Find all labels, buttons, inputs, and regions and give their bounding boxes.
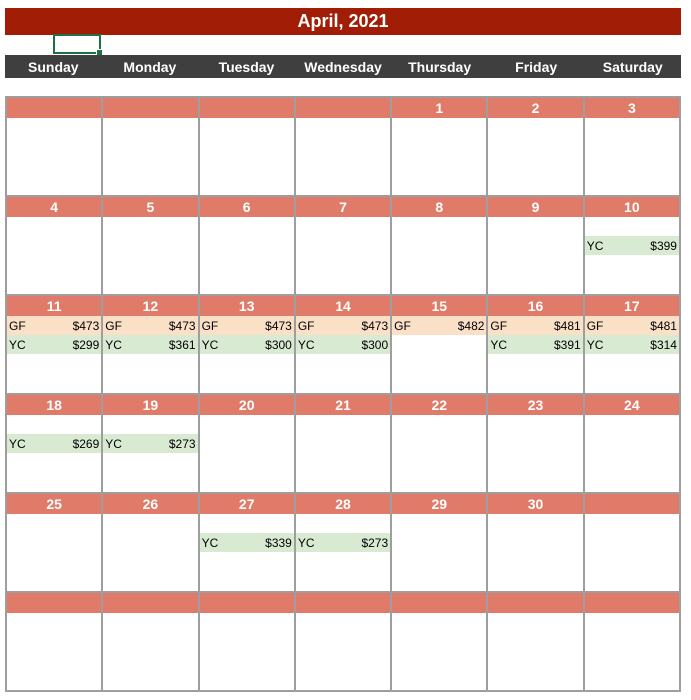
- event-label: GF: [297, 318, 315, 333]
- yc-price-row[interactable]: [103, 434, 197, 453]
- day-cell[interactable]: [103, 395, 199, 494]
- gf-price-row[interactable]: [488, 316, 582, 335]
- day-cell[interactable]: [7, 593, 103, 692]
- day-cell[interactable]: [296, 395, 392, 494]
- event-label: GF: [105, 318, 122, 333]
- gf-price-row[interactable]: [7, 316, 101, 335]
- event-label: YC: [297, 337, 315, 352]
- day-number[interactable]: 5: [103, 197, 197, 217]
- event-label: GF: [201, 318, 219, 333]
- yc-price-row[interactable]: [103, 335, 197, 354]
- yc-price-row[interactable]: [200, 533, 294, 552]
- day-number[interactable]: 4: [7, 197, 101, 217]
- event-price: $473: [361, 318, 389, 333]
- weekday-saturday[interactable]: Saturday: [602, 58, 663, 75]
- weekday-header: [5, 55, 681, 78]
- event-label: YC: [201, 337, 219, 352]
- day-number[interactable]: [585, 494, 679, 514]
- day-number[interactable]: 2: [488, 98, 582, 118]
- event-price: $339: [265, 535, 292, 550]
- day-cell[interactable]: [296, 98, 392, 197]
- day-cell[interactable]: [296, 296, 392, 395]
- event-price: $473: [265, 318, 292, 333]
- day-cell[interactable]: [7, 494, 103, 593]
- yc-price-row[interactable]: [7, 434, 101, 453]
- event-price: $482: [457, 318, 485, 333]
- yc-price-row[interactable]: [296, 335, 390, 354]
- yc-price-row[interactable]: [7, 335, 101, 354]
- weekday-friday[interactable]: Friday: [515, 58, 558, 75]
- event-price: $273: [168, 436, 196, 451]
- day-cell[interactable]: [103, 197, 199, 296]
- day-cell[interactable]: [488, 296, 584, 395]
- day-cell[interactable]: [103, 296, 199, 395]
- day-number[interactable]: 21: [296, 395, 390, 415]
- day-number[interactable]: 1: [392, 98, 486, 118]
- day-number[interactable]: [103, 593, 197, 613]
- day-cell[interactable]: [392, 296, 488, 395]
- day-cell[interactable]: [296, 197, 392, 296]
- day-cell[interactable]: [488, 395, 584, 494]
- day-cell[interactable]: [392, 494, 488, 593]
- gf-price-row[interactable]: [392, 316, 486, 335]
- event-price: $391: [554, 337, 581, 352]
- day-number[interactable]: 7: [296, 197, 390, 217]
- day-number[interactable]: 9: [488, 197, 582, 217]
- event-label: YC: [105, 337, 122, 352]
- event-label: GF: [9, 318, 26, 333]
- event-price: $361: [168, 337, 196, 352]
- gf-price-row[interactable]: [585, 316, 679, 335]
- day-cell[interactable]: [200, 395, 296, 494]
- day-number[interactable]: [103, 98, 197, 118]
- day-number[interactable]: [488, 593, 582, 613]
- event-price: $481: [554, 318, 581, 333]
- event-price: $300: [361, 337, 389, 352]
- weekday-sunday[interactable]: Sunday: [28, 58, 79, 75]
- weekday-thursday[interactable]: Thursday: [408, 58, 472, 75]
- day-number[interactable]: 20: [200, 395, 294, 415]
- day-number[interactable]: 14: [296, 296, 390, 316]
- day-cell[interactable]: [585, 98, 681, 197]
- event-price: $481: [650, 318, 677, 333]
- yc-price-row[interactable]: [585, 335, 679, 354]
- day-cell[interactable]: [200, 494, 296, 593]
- yc-price-row[interactable]: [200, 335, 294, 354]
- event-price: $300: [265, 337, 292, 352]
- day-cell[interactable]: [200, 593, 296, 692]
- day-number[interactable]: 11: [7, 296, 101, 316]
- gf-price-row[interactable]: [296, 316, 390, 335]
- event-price: $473: [72, 318, 100, 333]
- day-cell[interactable]: [488, 593, 584, 692]
- day-cell[interactable]: [103, 494, 199, 593]
- yc-price-row[interactable]: [488, 335, 582, 354]
- day-number[interactable]: 15: [392, 296, 486, 316]
- day-number[interactable]: 3: [585, 98, 679, 118]
- day-cell[interactable]: [488, 197, 584, 296]
- event-price: $473: [168, 318, 196, 333]
- day-number[interactable]: [296, 98, 390, 118]
- day-number[interactable]: 28: [296, 494, 390, 514]
- day-cell[interactable]: [585, 197, 681, 296]
- day-cell[interactable]: [392, 395, 488, 494]
- day-number[interactable]: 27: [200, 494, 294, 514]
- day-number[interactable]: 6: [200, 197, 294, 217]
- day-cell[interactable]: [585, 395, 681, 494]
- day-number[interactable]: 17: [585, 296, 679, 316]
- day-cell[interactable]: [7, 296, 103, 395]
- calendar-grid: [5, 96, 681, 692]
- event-label: YC: [297, 535, 315, 550]
- event-price: $269: [72, 436, 100, 451]
- day-number[interactable]: 26: [103, 494, 197, 514]
- day-number[interactable]: 30: [488, 494, 582, 514]
- day-cell[interactable]: [7, 98, 103, 197]
- day-cell[interactable]: [585, 296, 681, 395]
- yc-price-row[interactable]: [296, 533, 390, 552]
- day-cell[interactable]: [392, 197, 488, 296]
- calendar-title[interactable]: April, 2021: [5, 8, 681, 35]
- empty-event-row[interactable]: [296, 514, 390, 533]
- event-label: YC: [105, 436, 122, 451]
- day-number[interactable]: [7, 593, 101, 613]
- day-number[interactable]: 25: [7, 494, 101, 514]
- day-number[interactable]: 10: [585, 197, 679, 217]
- event-label: YC: [9, 436, 26, 451]
- day-number[interactable]: [585, 593, 679, 613]
- day-cell[interactable]: [7, 197, 103, 296]
- event-label: YC: [9, 337, 26, 352]
- gf-price-row[interactable]: [103, 316, 197, 335]
- day-cell[interactable]: [200, 98, 296, 197]
- event-label: YC: [586, 238, 604, 253]
- day-cell[interactable]: [585, 593, 681, 692]
- empty-event-row[interactable]: [585, 217, 679, 236]
- day-cell[interactable]: [488, 98, 584, 197]
- day-cell[interactable]: [103, 593, 199, 692]
- day-number[interactable]: [7, 98, 101, 118]
- day-cell[interactable]: [296, 494, 392, 593]
- event-price: $299: [72, 337, 100, 352]
- day-cell[interactable]: [296, 593, 392, 692]
- yc-price-row[interactable]: [585, 236, 679, 255]
- day-cell[interactable]: [392, 98, 488, 197]
- day-number[interactable]: 22: [392, 395, 486, 415]
- day-number[interactable]: [200, 593, 294, 613]
- day-number[interactable]: [200, 98, 294, 118]
- event-label: YC: [201, 535, 219, 550]
- day-number[interactable]: [392, 593, 486, 613]
- day-number[interactable]: 24: [585, 395, 679, 415]
- event-price: $314: [650, 337, 677, 352]
- day-number[interactable]: 19: [103, 395, 197, 415]
- event-price: $399: [650, 238, 677, 253]
- event-label: GF: [586, 318, 604, 333]
- event-label: GF: [394, 318, 411, 333]
- day-number[interactable]: 23: [488, 395, 582, 415]
- day-number[interactable]: 29: [392, 494, 486, 514]
- day-cell[interactable]: [200, 197, 296, 296]
- selected-cell-cursor[interactable]: [53, 34, 101, 54]
- day-number[interactable]: 13: [200, 296, 294, 316]
- weekday-monday[interactable]: Monday: [123, 58, 177, 75]
- day-cell[interactable]: [585, 494, 681, 593]
- day-number[interactable]: 8: [392, 197, 486, 217]
- day-cell[interactable]: [392, 593, 488, 692]
- event-label: YC: [586, 337, 604, 352]
- weekday-tuesday[interactable]: Tuesday: [218, 58, 275, 75]
- day-cell[interactable]: [7, 395, 103, 494]
- event-price: $273: [361, 535, 389, 550]
- empty-event-row[interactable]: [200, 514, 294, 533]
- day-number[interactable]: 12: [103, 296, 197, 316]
- day-cell[interactable]: [488, 494, 584, 593]
- day-number[interactable]: [296, 593, 390, 613]
- event-label: YC: [490, 337, 508, 352]
- day-number[interactable]: 18: [7, 395, 101, 415]
- empty-event-row[interactable]: [7, 415, 101, 434]
- weekday-wednesday[interactable]: Wednesday: [304, 58, 382, 75]
- day-cell[interactable]: [200, 296, 296, 395]
- day-cell[interactable]: [103, 98, 199, 197]
- empty-event-row[interactable]: [103, 415, 197, 434]
- day-number[interactable]: 16: [488, 296, 582, 316]
- gf-price-row[interactable]: [200, 316, 294, 335]
- event-label: GF: [490, 318, 508, 333]
